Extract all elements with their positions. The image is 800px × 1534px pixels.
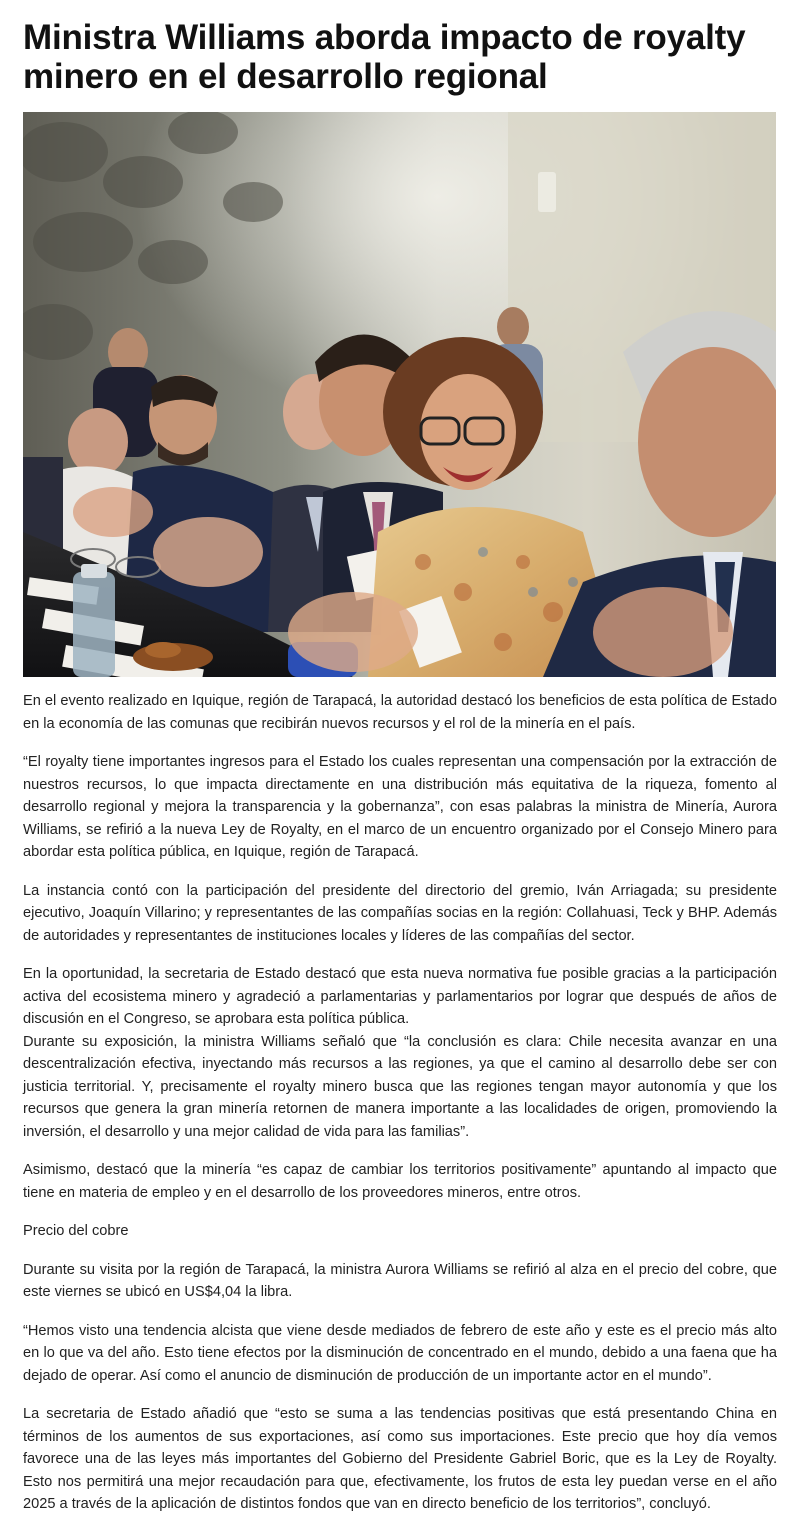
article-headline: Ministra Williams aborda impacto de royalty minero en el desarrollo regional <box>23 18 746 96</box>
paragraph-9: La secretaria de Estado añadió que “esto se suma a las tendencias positivas que está presentando China en términos de los aumentos de sus exportaciones, así como sus importaciones. Este precio que hoy día vemos favorece una de las leyes más importantes del Gobierno del Presidente Gabriel Boric, que es la Ley de Royalty. Esto nos permitirá una mejor recaudación para que, efectivamente, los frutos de esta ley puedan verse en el año 2025 a través de la aplicación de distintos fondos que van en directo beneficio de los territorios”, concluyó. <box>23 1406 777 1512</box>
paragraph-5: Durante su exposición, la ministra Williams señaló que “la conclusión es clara: Chile necesita avanzar en una descentralización efectiva, inyectando más recursos a las regiones, ya que el camino al desarrollo debe ser con justicia territorial. Y, precisamente el royalty minero busca que las regiones tengan mayor autonomía y que los recursos que genera la gran minería retornen de manera importante a las localidades de origen, promoviendo la inversión, el desarrollo y una mejor calidad de vida para las familias”. <box>23 1033 777 1140</box>
paragraph-4: En la oportunidad, la secretaria de Estado destacó que esta nueva normativa fue posible gracias a la participación activa del ecosistema minero y agradeció a parlamentarias y parlamentarios por lograr que después de años de discusión en el Congreso, se aprobara esta política pública. <box>23 966 777 1027</box>
paragraph-6: Asimismo, destacó que la minería “es capaz de cambiar los territorios positivamente” apuntando al impacto que tiene en materia de empleo y en el desarrollo de los proveedores mineros, entre otros. <box>23 1162 777 1201</box>
article-body <box>23 690 777 1516</box>
paragraph-1: En el evento realizado en Iquique, región de Tarapacá, la autoridad destacó los beneficios de esta política de Estado en la economía de las comunas que recibirán nuevos recursos y el rol de la minería en el país. <box>23 693 777 732</box>
article <box>23 0 777 1512</box>
article-photo <box>23 112 776 677</box>
photo-of-meeting-attendees-applauding <box>23 112 776 677</box>
paragraph-2: “El royalty tiene importantes ingresos para el Estado los cuales representan una compensación por la extracción de nuestros recursos, lo que impacta directamente en una distribución más equitativa de la riqueza, fomento al desarrollo regional y mejora la transparencia y la gobernanza”, con esas palabras la ministra de Minería, Aurora Williams, se refirió a la nueva Ley de Royalty, en el marco de un encuentro organizado por el Consejo Minero para abordar esta política pública, en Iquique, región de Tarapacá. <box>23 754 777 860</box>
paragraph-3: La instancia contó con la participación del presidente del directorio del gremio, Iván Arriagada; su presidente ejecutivo, Joaquín Villarino; y representantes de las compañías socias en la región: Collahuasi, Teck y BHP. Además de autoridades y representantes de instituciones locales y líderes de las compañías del sector. <box>23 882 777 944</box>
paragraph-7: Durante su visita por la región de Tarapacá, la ministra Aurora Williams se refirió al alza en el precio del cobre, que este viernes se ubicó en US$4,04 la libra. <box>23 1261 777 1300</box>
paragraph-8: “Hemos visto una tendencia alcista que viene desde mediados de febrero de este año y este es el precio más alto en lo que va del año. Esto tiene efectos por la disminución de concentrado en el mundo, debido a una faena que ha dejado de operar. Así como el anuncio de disminución de producción de un importante actor en el mundo”. <box>23 1322 777 1384</box>
section-heading-copper-price: Precio del cobre <box>23 1223 129 1239</box>
